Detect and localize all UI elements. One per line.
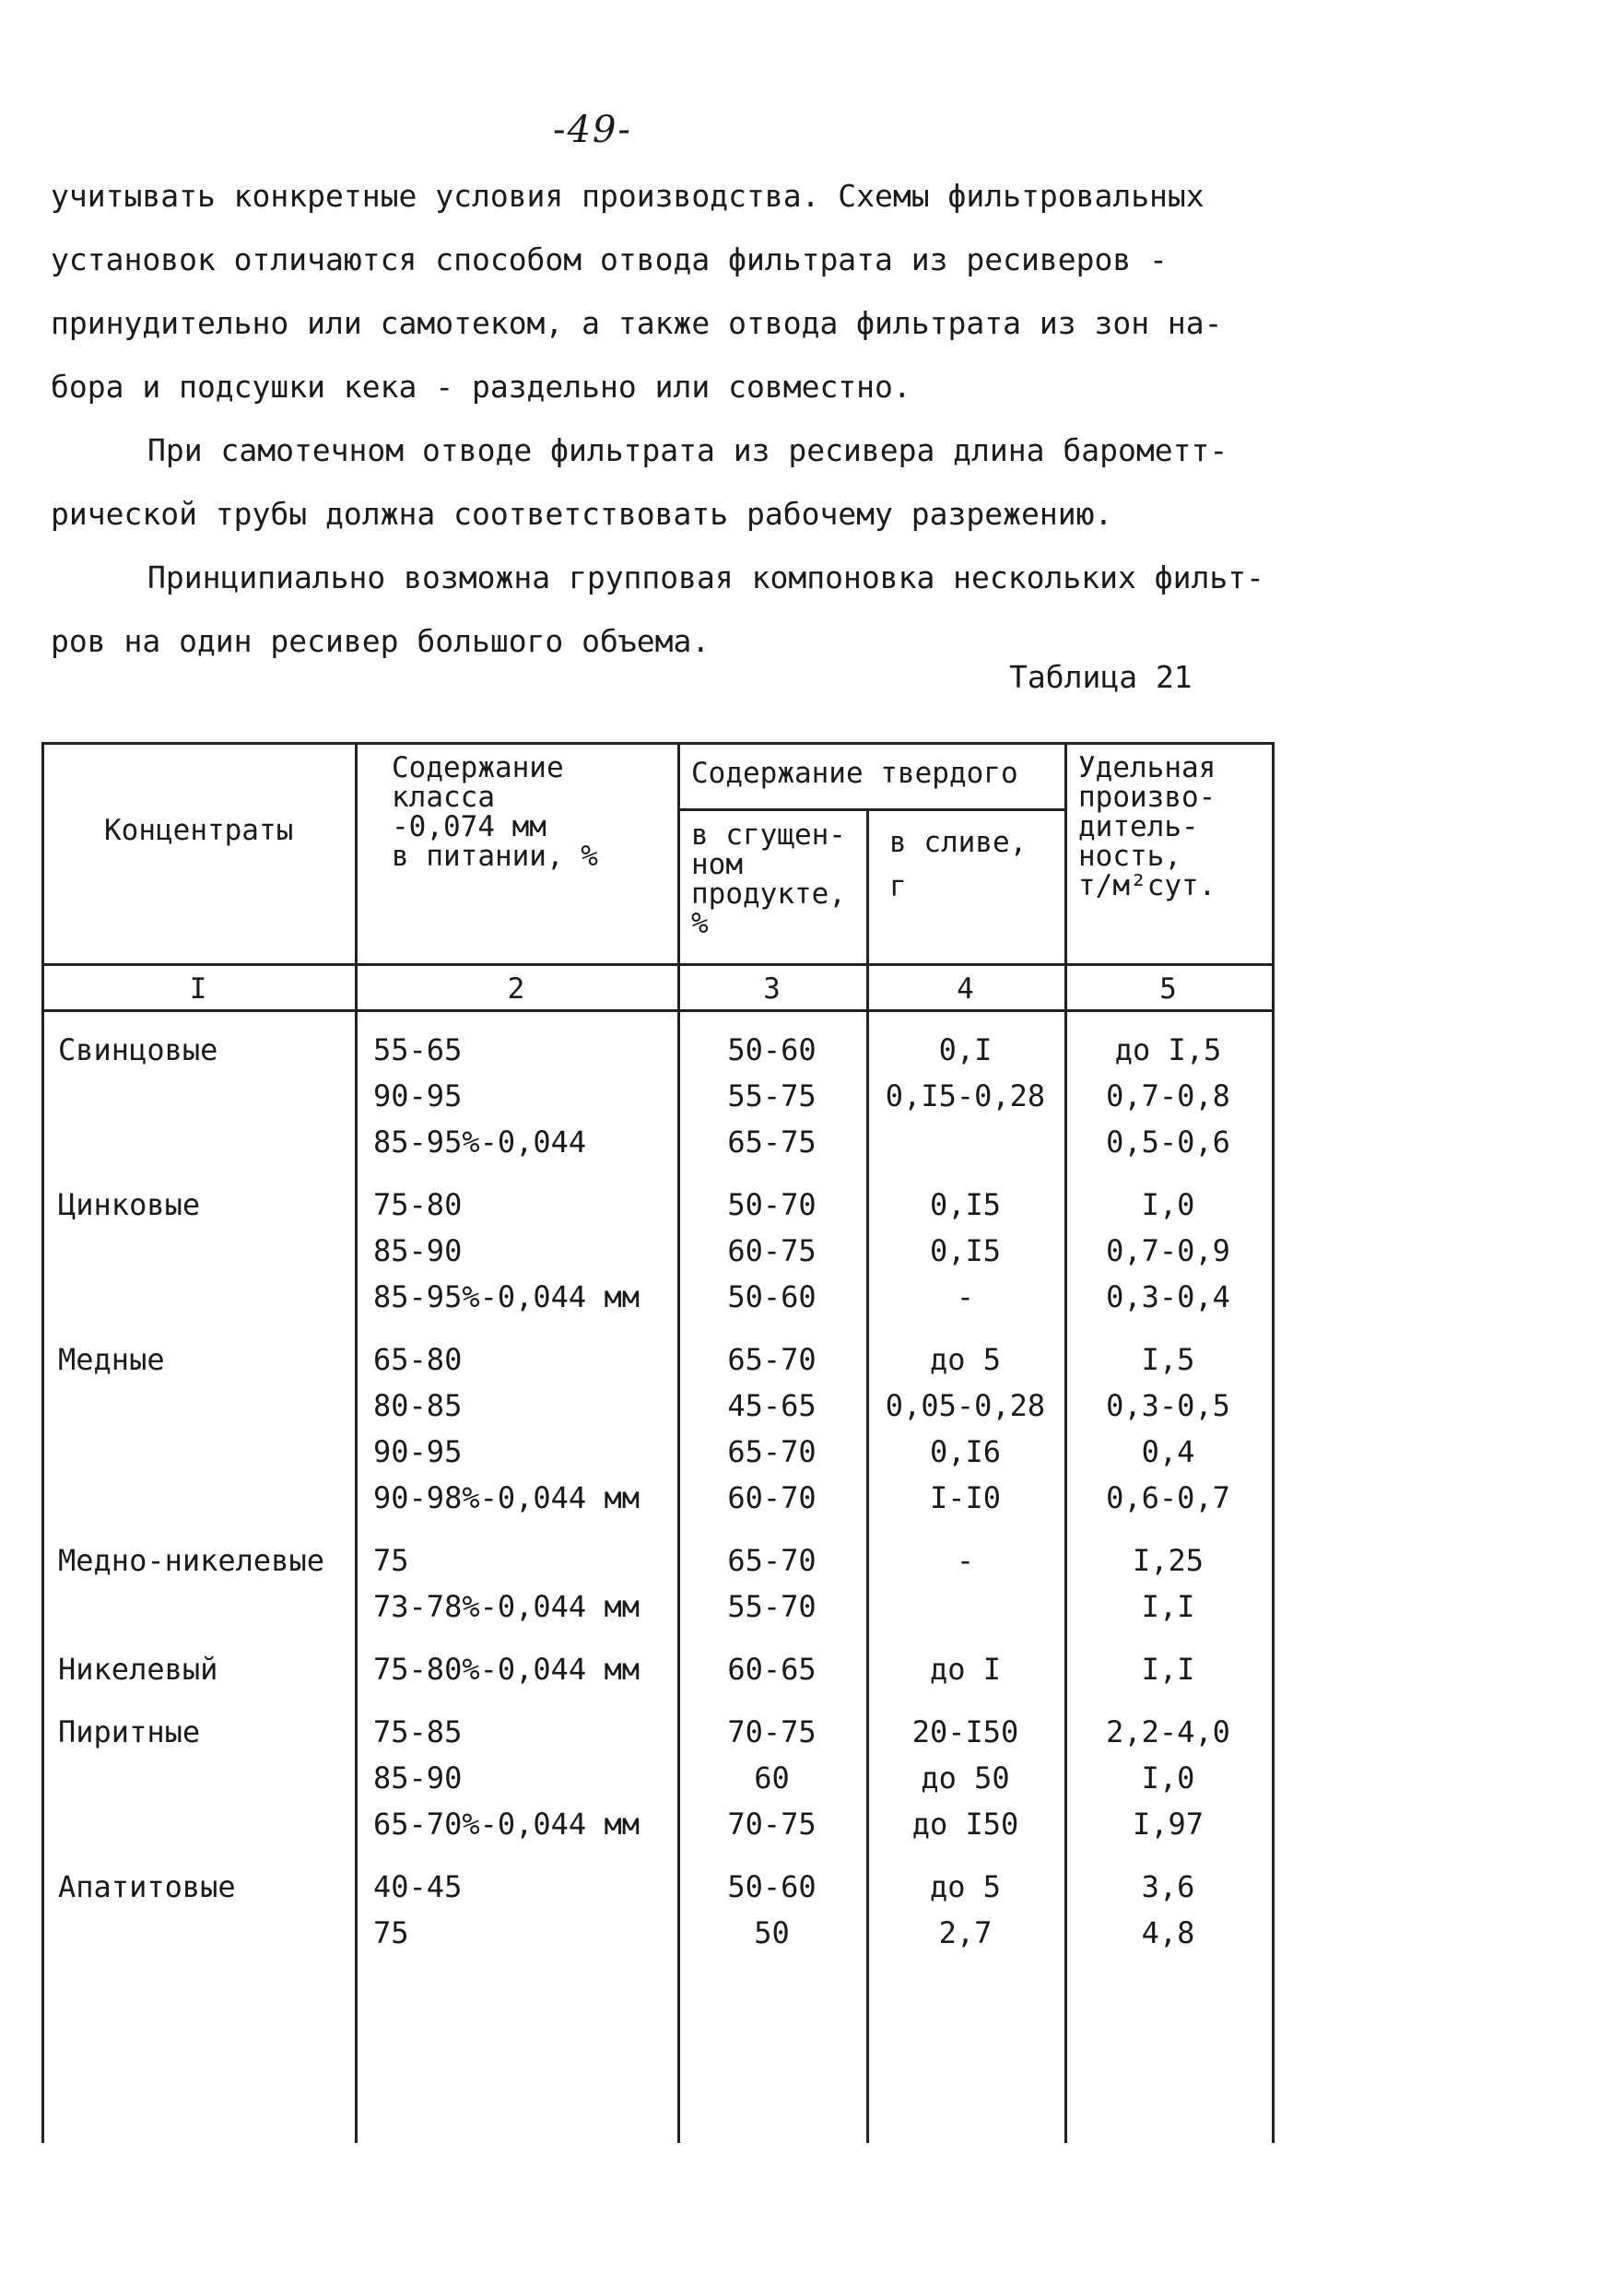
table-cell: 0,I6 xyxy=(929,1434,1002,1469)
table-cell: 0,4 xyxy=(1141,1434,1195,1469)
table-cell: 55-70 xyxy=(727,1589,817,1624)
table-cell: 0,7-0,9 xyxy=(1106,1233,1230,1268)
header-bottom-border xyxy=(41,963,1272,966)
group-name: Пиритные xyxy=(58,1714,201,1749)
group-divider xyxy=(677,808,1064,811)
table-cell: до I xyxy=(929,1652,1002,1687)
header-solid-content: Содержание твердого xyxy=(691,757,1018,790)
table-cell: I,I xyxy=(1141,1589,1195,1624)
table-cell: 75-80 xyxy=(373,1187,463,1222)
table-top-border xyxy=(41,742,1272,745)
column-number: 3 xyxy=(763,972,781,1006)
table-cell: до I50 xyxy=(911,1807,1019,1842)
table-cell: 0,5-0,6 xyxy=(1106,1124,1230,1160)
table-cell: I-I0 xyxy=(929,1480,1002,1515)
header-line: ность, xyxy=(1078,840,1181,873)
header-line: класса xyxy=(392,781,495,814)
colnum-bottom-border xyxy=(41,1009,1272,1012)
header-line: ном xyxy=(691,848,743,881)
header-thickened-product xyxy=(691,820,846,938)
table-cell: 70-75 xyxy=(727,1807,817,1842)
page-number: -49- xyxy=(553,109,632,151)
header-line: продукте, xyxy=(691,877,846,911)
table-cell: 60-70 xyxy=(727,1480,817,1515)
table-cell: 60 xyxy=(754,1760,790,1796)
text-line: учитывать конкретные условия производства. Схемы фильтровальных xyxy=(51,178,1205,214)
paragraph-1 xyxy=(51,164,1286,418)
header-line: -0,074 мм xyxy=(392,810,546,843)
table-cell: 0,05-0,28 xyxy=(885,1388,1046,1423)
group-name: Медные xyxy=(58,1342,165,1377)
table-cell: I,5 xyxy=(1141,1342,1195,1377)
table-cell: 65-70%-0,044 мм xyxy=(373,1807,640,1842)
table-cell: 2,7 xyxy=(938,1915,993,1950)
header-line: Содержание xyxy=(392,751,564,784)
concentrates-table xyxy=(41,742,1272,2143)
table-cell: I,0 xyxy=(1141,1187,1195,1222)
table-cell: 0,6-0,7 xyxy=(1106,1480,1230,1515)
header-line: в сливе, xyxy=(889,826,1028,859)
table-cell: 90-95 xyxy=(373,1078,463,1113)
table-cell: I,25 xyxy=(1132,1543,1205,1578)
header-line: Удельная xyxy=(1078,751,1216,784)
table-cell: - xyxy=(956,1279,975,1314)
table-left-border xyxy=(41,742,44,2143)
table-cell: 90-95 xyxy=(373,1434,463,1469)
table-cell: - xyxy=(956,1543,975,1578)
table-cell: 70-75 xyxy=(727,1714,817,1749)
table-cell: 50 xyxy=(754,1915,790,1950)
header-line: произво- xyxy=(1078,781,1216,814)
text-line: ров на один ресивер большого объема. xyxy=(51,623,711,659)
table-cell: 2,2-4,0 xyxy=(1106,1714,1230,1749)
header-overflow xyxy=(889,820,1027,909)
table-cell: 75 xyxy=(373,1915,409,1950)
paragraph-2 xyxy=(51,418,1286,546)
text-line: Принципиально возможна групповая компоновка нескольких фильт- xyxy=(147,559,1264,595)
table-cell: 65-80 xyxy=(373,1342,463,1377)
table-cell: 3,6 xyxy=(1141,1869,1195,1904)
table-cell: 65-75 xyxy=(727,1124,817,1160)
table-cell: 65-70 xyxy=(727,1342,817,1377)
group-name: Медно-никелевые xyxy=(58,1543,324,1578)
table-cell: 80-85 xyxy=(373,1388,463,1423)
table-caption: Таблица 21 xyxy=(1009,659,1193,695)
header-line: в питании, % xyxy=(392,840,598,873)
text-line: бора и подсушки кека - раздельно или совместно. xyxy=(51,369,911,405)
text-line: установок отличаются способом отвода фильтрата из ресиверов - xyxy=(51,241,1168,277)
header-specific-productivity xyxy=(1078,753,1216,901)
table-cell: 0,I5-0,28 xyxy=(885,1078,1046,1113)
table-cell: 85-95%-0,044 мм xyxy=(373,1279,640,1314)
text-line: При самотечном отводе фильтрата из ресивера длина барометт- xyxy=(147,432,1228,468)
table-cell: 60-65 xyxy=(727,1652,817,1687)
table-cell: 40-45 xyxy=(373,1869,463,1904)
header-line: г xyxy=(889,870,907,903)
table-cell: I,97 xyxy=(1132,1807,1205,1842)
table-cell: 0,I xyxy=(938,1032,993,1067)
group-name: Свинцовые xyxy=(58,1032,218,1067)
header-concentrates: Концентраты xyxy=(104,814,294,847)
table-cell: 85-90 xyxy=(373,1760,463,1796)
table-cell: 75-85 xyxy=(373,1714,463,1749)
table-cell: 0,3-0,4 xyxy=(1106,1279,1230,1314)
header-line: в сгущен- xyxy=(691,818,846,852)
table-cell: до 5 xyxy=(929,1342,1002,1377)
column-number: 5 xyxy=(1159,972,1177,1006)
column-number: 4 xyxy=(957,972,974,1006)
body-text xyxy=(51,164,1286,673)
table-cell: 50-60 xyxy=(727,1279,817,1314)
table-cell: до I,5 xyxy=(1114,1032,1222,1067)
paragraph-3 xyxy=(51,546,1286,673)
table-right-border xyxy=(1272,742,1275,2143)
table-cell: 65-70 xyxy=(727,1434,817,1469)
table-cell: I,I xyxy=(1141,1652,1195,1687)
group-name: Никелевый xyxy=(58,1652,218,1687)
table-cell: 60-75 xyxy=(727,1233,817,1268)
table-cell: до 5 xyxy=(929,1869,1002,1904)
table-cell: 75 xyxy=(373,1543,409,1578)
col-divider xyxy=(355,742,358,2143)
table-cell: 65-70 xyxy=(727,1543,817,1578)
table-cell: 4,8 xyxy=(1141,1915,1195,1950)
header-line: % xyxy=(691,907,709,940)
table-cell: 85-95%-0,044 xyxy=(373,1124,587,1160)
table-cell: 0,I5 xyxy=(929,1187,1002,1222)
table-cell: 90-98%-0,044 мм xyxy=(373,1480,640,1515)
header-line: дитель- xyxy=(1078,810,1199,843)
header-line: т/м²сут. xyxy=(1078,869,1216,902)
table-cell: 55-65 xyxy=(373,1032,463,1067)
table-cell: 0,7-0,8 xyxy=(1106,1078,1230,1113)
table-cell: 45-65 xyxy=(727,1388,817,1423)
table-cell: до 50 xyxy=(921,1760,1010,1796)
header-class-content xyxy=(392,753,598,871)
table-cell: 55-75 xyxy=(727,1078,817,1113)
table-cell: 75-80%-0,044 мм xyxy=(373,1652,640,1687)
group-name: Цинковые xyxy=(58,1187,201,1222)
table-cell: 0,3-0,5 xyxy=(1106,1388,1230,1423)
table-cell: 50-70 xyxy=(727,1187,817,1222)
column-number: I xyxy=(189,972,207,1006)
table-cell: I,0 xyxy=(1141,1760,1195,1796)
table-cell: 0,I5 xyxy=(929,1233,1002,1268)
column-number: 2 xyxy=(507,972,525,1006)
text-line: рической трубы должна соответствовать рабочему разрежению. xyxy=(51,496,1113,532)
table-cell: 73-78%-0,044 мм xyxy=(373,1589,640,1624)
table-cell: 50-60 xyxy=(727,1032,817,1067)
group-name: Апатитовые xyxy=(58,1869,236,1904)
table-cell: 20-I50 xyxy=(911,1714,1019,1749)
table-cell: 85-90 xyxy=(373,1233,463,1268)
text-line: принудительно или самотеком, а также отвода фильтрата из зон на- xyxy=(51,305,1223,341)
table-cell: 50-60 xyxy=(727,1869,817,1904)
